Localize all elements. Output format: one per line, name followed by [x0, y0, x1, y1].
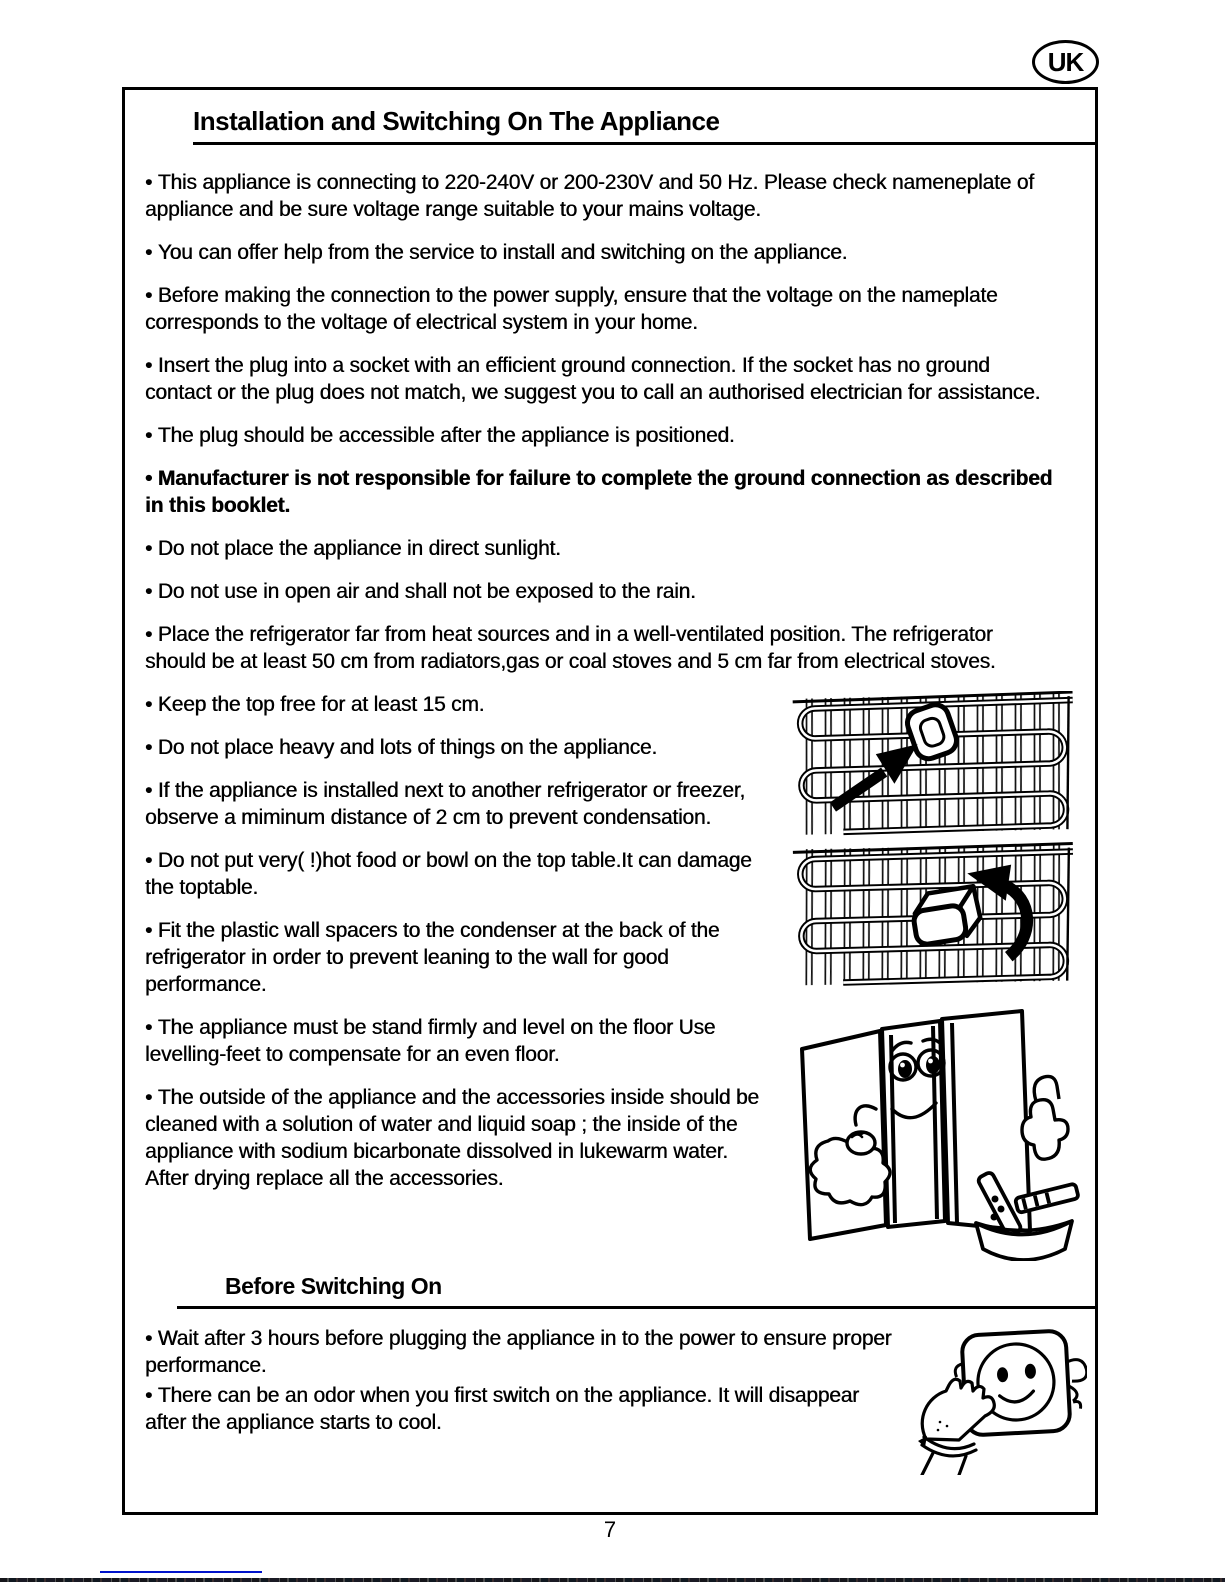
condenser-ring-spacer-image [773, 691, 1093, 836]
bullet-item: • You can offer help from the service to install and switching on the appliance. [145, 239, 1055, 266]
bullet-item: • This appliance is connecting to 220-240V or 200-230V and 50 Hz. Please check nameneplate of appliance and be sure voltage range suitable to your mains voltage. [145, 169, 1055, 223]
before-switching-section [145, 1325, 1095, 1436]
bullet-item-warning: • Manufacturer is not responsible for failure to complete the ground connection as described in this booklet. [145, 465, 1055, 519]
bullet-item: • If the appliance is installed next to another refrigerator or freezer, observe a miminum distance of 2 cm to prevent condensation. [145, 777, 1055, 831]
bullet-item: • Do not use in open air and shall not be exposed to the rain. [145, 578, 1055, 605]
bullet-item: • Do not place heavy and lots of things on the appliance. [145, 734, 1055, 761]
bullet-item: • Do not put very( !)hot food or bowl on the top table.It can damage the toptable. [145, 847, 1055, 901]
page-number: 7 [603, 1517, 617, 1542]
bullet-item: • Insert the plug into a socket with an efficient ground connection. If the socket has no ground contact or the plug does not match, we suggest you to call an authorised electrician for assistance. [145, 352, 1055, 406]
page-border-box [122, 87, 1098, 1515]
bullet-item: • Do not place the appliance in direct sunlight. [145, 535, 1055, 562]
socket-hand-cartoon-image [912, 1325, 1087, 1475]
bullet-item: • The plug should be accessible after the appliance is positioned. [145, 422, 1055, 449]
bullet-item: • There can be an odor when you first switch on the appliance. It will disappear after the appliance starts to cool. [145, 1382, 1055, 1436]
fridge-cleaning-cartoon-image [773, 993, 1093, 1261]
bullet-item: • Before making the connection to the power supply, ensure that the voltage on the nameplate corresponds to the voltage of electrical system in your home. [145, 282, 1055, 336]
bullet-item: • Wait after 3 hours before plugging the appliance in to the power to ensure proper performance. [145, 1325, 1055, 1379]
bullet-item: • Keep the top free for at least 15 cm. [145, 691, 1055, 718]
uk-language-badge [1032, 40, 1099, 84]
section-title-installation: Installation and Switching On The Appliance [193, 106, 1095, 145]
bullet-item: • Fit the plastic wall spacers to the condenser at the back of the refrigerator in order to prevent leaning to the wall for good performance. [145, 917, 1055, 998]
scan-noise-line [0, 1578, 1225, 1582]
illustration-stack [773, 691, 1093, 1267]
uk-badge-label: UK [1047, 46, 1084, 77]
condenser-block-spacer-image [773, 842, 1093, 987]
bullet-item: • The outside of the appliance and the accessories inside should be cleaned with a solution of water and liquid soap ; the inside of the appliance with sodium bicarbonate dissolved in lukewarm water. After drying replace all the accessories. [145, 1084, 1055, 1192]
bullet-item: • The appliance must be stand firmly and level on the floor Use levelling-feet to compensate for an even floor. [145, 1014, 1055, 1068]
link-underline-artifact [100, 1571, 262, 1573]
section-title-before-switching: Before Switching On [177, 1273, 1095, 1309]
bullet-item: • Place the refrigerator far from heat sources and in a well-ventilated position. The refrigerator should be at least 50 cm from radiators,gas or coal stoves and 5 cm far from electrical stoves. [145, 621, 1055, 675]
